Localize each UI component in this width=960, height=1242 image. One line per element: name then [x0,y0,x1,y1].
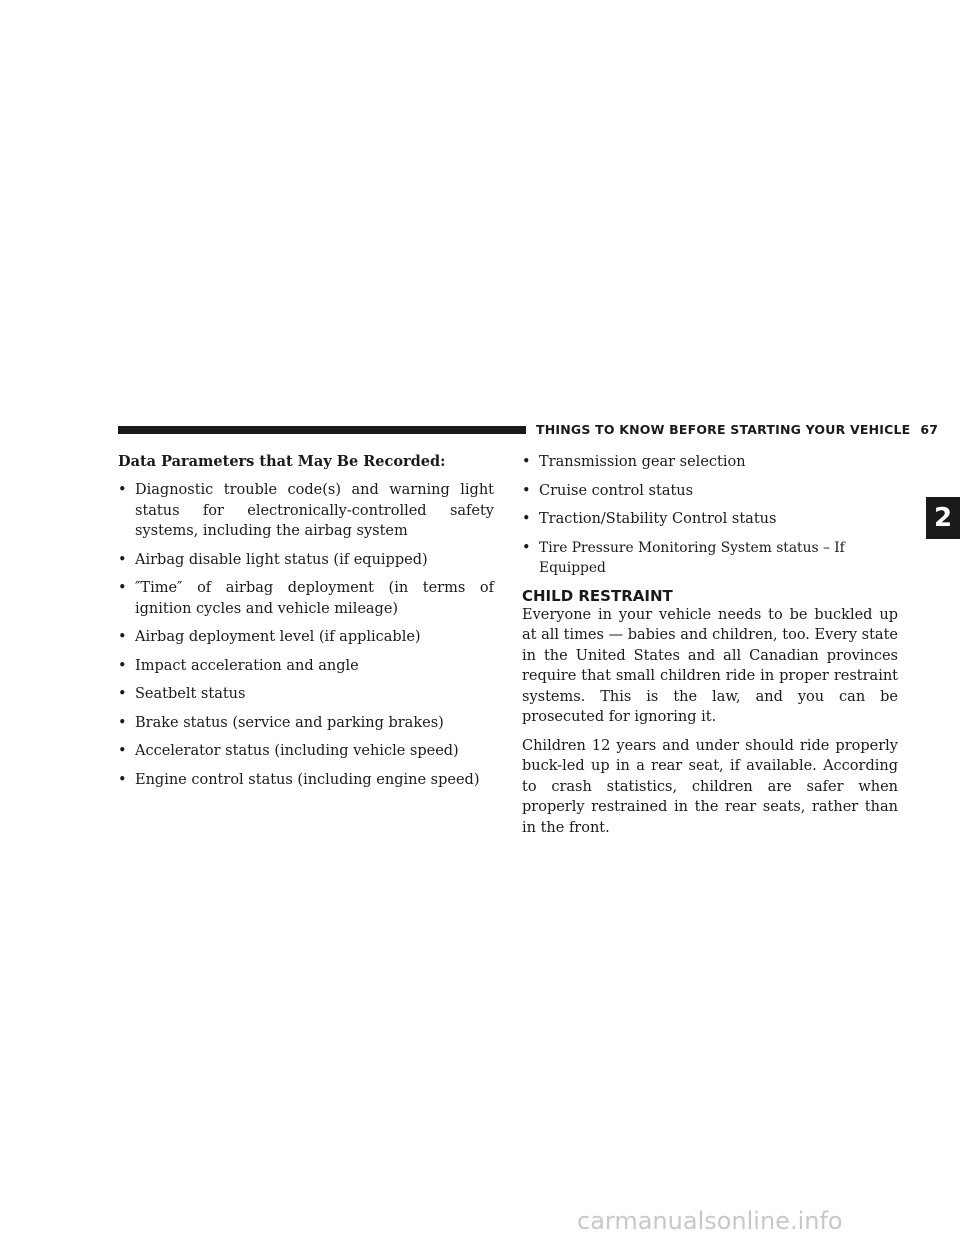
bullet-icon: • [118,580,127,596]
list-item: • Transmission gear selection [522,452,898,473]
list-item: • Diagnostic trouble code(s) and warning light status for electronically-controlled safety systems, including the airbag system [118,482,494,539]
list-item: • Impact acceleration and angle [118,656,494,677]
list-item: • Brake status (service and parking brakes) [118,713,494,734]
bullet-icon: • [118,743,127,759]
child-restraint-paragraph-2: Children 12 years and under should ride properly buck-led up in a rear seat, if available. According to crash statistics, children are safer when properly restrained in the rear seats, rather than in the front. [522,737,898,836]
bullet-icon: • [118,771,127,788]
bullet-icon: • [118,551,127,568]
running-header [536,422,938,437]
page-number: 67 [920,422,939,437]
header-rule [118,426,526,434]
list-item: • Seatbelt status [118,684,494,705]
list-item: • Accelerator status (including vehicle speed) [118,741,494,762]
bullet-icon: • [118,482,127,498]
chapter-tab: 2 [926,497,960,539]
bullet-icon: • [118,686,127,702]
bullet-icon: • [522,511,531,527]
data-parameters-heading: Data Parameters that May Be Recorded: [118,453,446,470]
child-restraint-paragraph-1: Everyone in your vehicle needs to be buckled up at all times — babies and children, too. Every state in the United States and all Canadian provinces require that small children ride in proper restraint systems. This is the law, and you can be prosecuted for ignoring it. [522,606,898,725]
header-title: THINGS TO KNOW BEFORE STARTING YOUR VEHICLE [536,422,911,437]
list-item: • Traction/Stability Control status [522,509,898,530]
bullet-icon: • [522,482,531,499]
child-restraint-heading: CHILD RESTRAINT [522,586,673,605]
list-item: • Cruise control status [522,481,898,502]
list-item: • Airbag deployment level (if applicable) [118,627,494,648]
bullet-icon: • [522,539,531,556]
bullet-icon: • [522,454,531,470]
bullet-icon: • [118,629,127,645]
recorded-parameters-list-continued [522,452,898,579]
list-item: • Engine control status (including engine speed) [118,770,494,791]
list-item: • ″Time″ of airbag deployment (in terms of ignition cycles and vehicle mileage) [118,580,494,617]
list-item: • Tire Pressure Monitoring System status – If Equipped [522,539,845,576]
list-item: • Airbag disable light status (if equipped) [118,550,494,571]
watermark: carmanualsonline.info [577,1207,843,1235]
bullet-icon: • [118,657,127,674]
right-column [522,452,898,846]
recorded-parameters-list [118,480,494,790]
bullet-icon: • [118,714,127,731]
left-column [118,452,494,798]
